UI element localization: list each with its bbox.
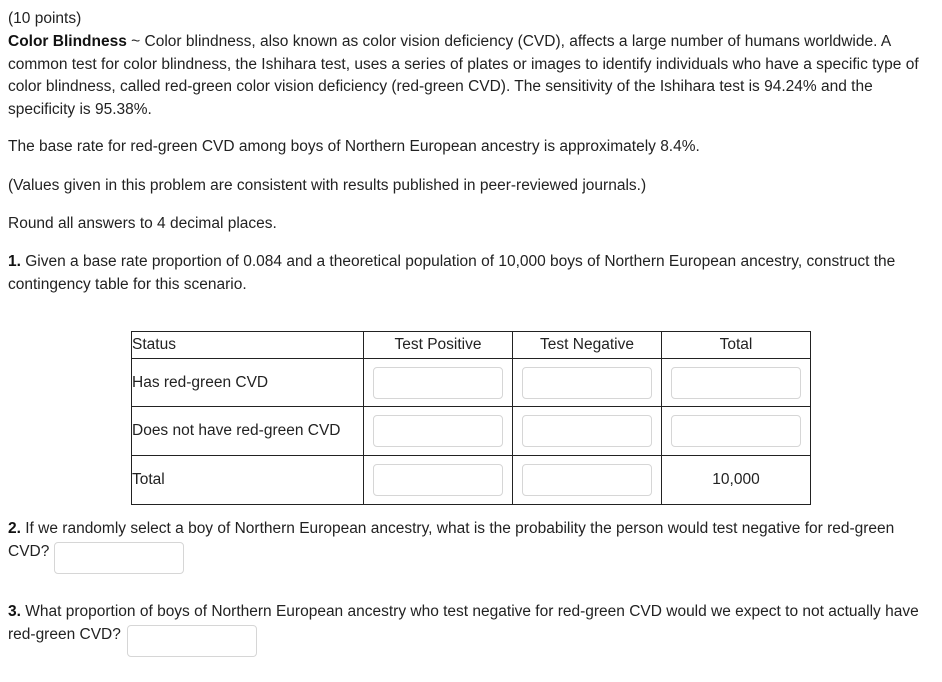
question-3-number: 3. [8, 603, 21, 620]
cell-total-positive [364, 456, 513, 505]
cell-no-cvd-positive [364, 407, 513, 456]
cell-no-cvd-negative [513, 407, 662, 456]
table-row [132, 407, 811, 456]
table-row [132, 456, 811, 505]
intro-separator: ~ [126, 33, 145, 50]
base-rate-paragraph: The base rate for red-green CVD among boys of Northern European ancestry is approximately 8.4%. [8, 138, 700, 155]
contingency-table [131, 331, 811, 505]
table-header-row [132, 332, 811, 359]
cell-total-negative [513, 456, 662, 505]
question-1-text: Given a base rate proportion of 0.084 and a theoretical population of 10,000 boys of Northern European ancestry, construct the contingency table for this scenario. [8, 253, 896, 293]
question-2-number: 2. [8, 520, 21, 537]
cell-no-cvd-total [662, 407, 811, 456]
cell-has-cvd-total [662, 359, 811, 407]
header-test-negative: Test Negative [513, 332, 662, 359]
has-cvd-negative-input[interactable] [522, 367, 652, 399]
row-label-no-cvd: Does not have red-green CVD [132, 407, 364, 456]
points-label: (10 points) [8, 10, 82, 27]
total-negative-input[interactable] [522, 464, 652, 496]
question-3-answer-input[interactable] [127, 625, 257, 657]
total-positive-input[interactable] [373, 464, 503, 496]
row-label-has-cvd: Has red-green CVD [132, 359, 364, 407]
question-2-answer-input[interactable] [54, 542, 184, 574]
rounding-paragraph: Round all answers to 4 decimal places. [8, 215, 277, 232]
no-cvd-total-input[interactable] [671, 415, 801, 447]
no-cvd-positive-input[interactable] [373, 415, 503, 447]
intro-text: Color blindness, also known as color vision deficiency (CVD), affects a large number of humans worldwide. A common test for color blindness, the Ishihara test, uses a series of plates or images to identify individuals who have a specific type of color blindness, called red-green color vision deficiency (red-green CVD). The sensitivity of the Ishihara test is 94.24% and the specificity is 95.38%. [8, 33, 919, 118]
no-cvd-negative-input[interactable] [522, 415, 652, 447]
question-1-number: 1. [8, 253, 21, 270]
intro-paragraph [8, 31, 936, 121]
has-cvd-positive-input[interactable] [373, 367, 503, 399]
cell-has-cvd-negative [513, 359, 662, 407]
header-test-positive: Test Positive [364, 332, 513, 359]
header-total: Total [662, 332, 811, 359]
header-status: Status [132, 332, 364, 359]
table-row [132, 359, 811, 407]
grand-total-value: 10,000 [662, 456, 811, 505]
values-note-paragraph: (Values given in this problem are consistent with results published in peer-reviewed journals.) [8, 177, 647, 194]
question-3-text: What proportion of boys of Northern European ancestry who test negative for red-green CVD would we expect to not actually have red-green CVD? [8, 603, 919, 643]
question-1 [8, 251, 936, 296]
has-cvd-total-input[interactable] [671, 367, 801, 399]
row-label-total: Total [132, 456, 364, 505]
question-2-text: If we randomly select a boy of Northern European ancestry, what is the probability the person would test negative for red-green CVD? [8, 520, 895, 560]
cell-has-cvd-positive [364, 359, 513, 407]
intro-title: Color Blindness [8, 33, 127, 50]
